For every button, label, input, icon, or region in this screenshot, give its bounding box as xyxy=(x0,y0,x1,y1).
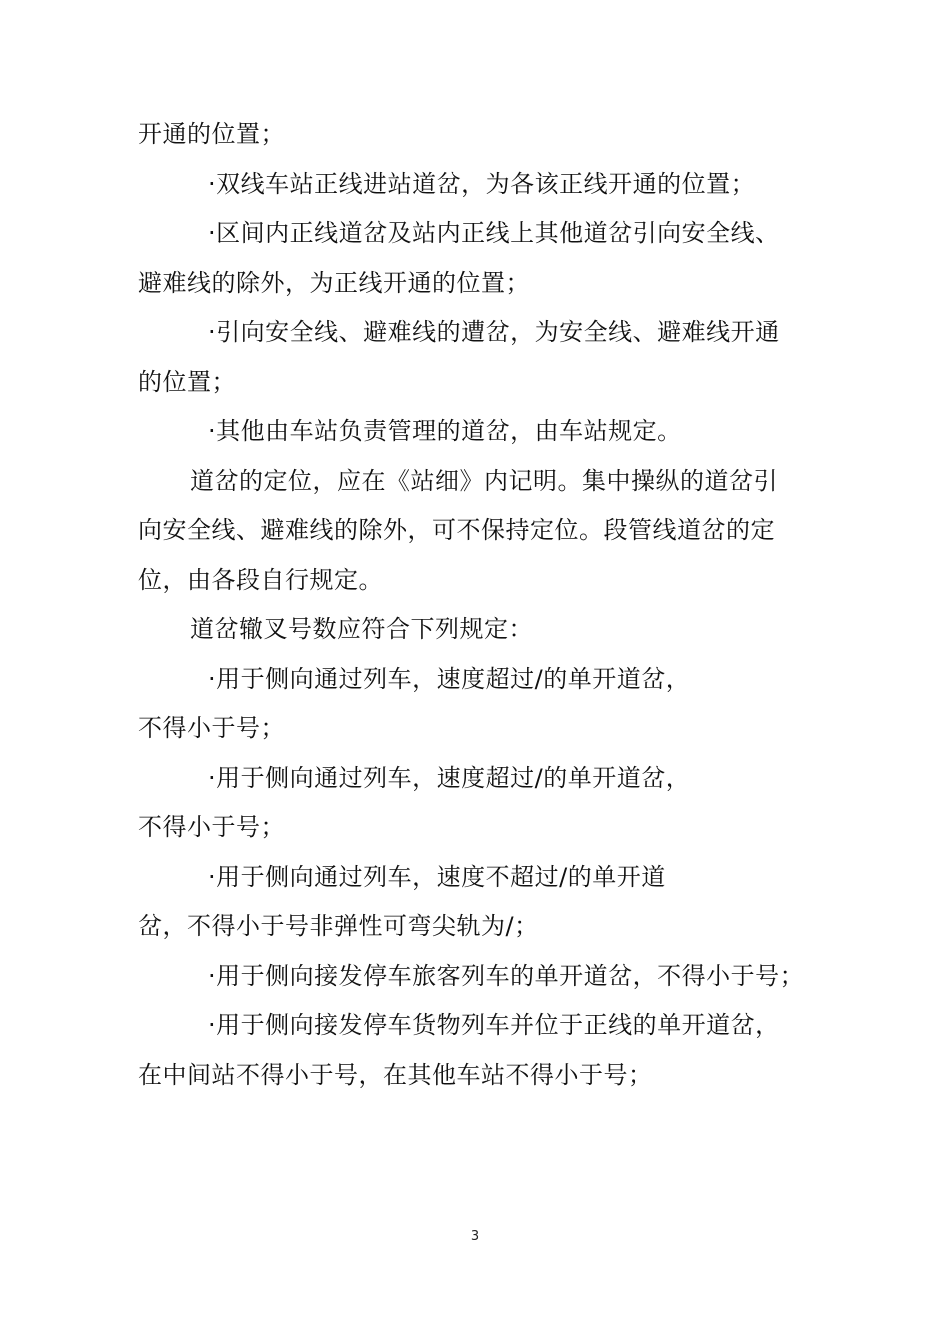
text-line: 的位置； xyxy=(138,367,236,396)
text-line: 岔，不得小于号非弹性可弯尖轨为/； xyxy=(138,912,539,940)
text-line: 不得小于号； xyxy=(138,813,285,841)
bullet-line: ·用于侧向通过列车，速度超过/的单开道岔， xyxy=(208,763,691,792)
text-line: 在中间站不得小于号，在其他车站不得小于号； xyxy=(138,1060,653,1089)
document-body xyxy=(138,110,828,1100)
bullet-line: ·其他由车站负责管理的道岔，由车站规定。 xyxy=(208,417,682,445)
text-line: 开通的位置； xyxy=(138,120,285,148)
text-line: 位，由各段自行规定。 xyxy=(138,565,383,594)
paragraph-line: 道岔的定位，应在《站细》内记明。集中操纵的道岔引 xyxy=(190,466,778,495)
bullet-line: ·双线车站正线进站道岔，为各该正线开通的位置； xyxy=(208,169,756,198)
bullet-line: ·用于侧向接发停车货物列车并位于正线的单开道岔， xyxy=(208,1011,780,1039)
bullet-line: ·引向安全线、避难线的遭岔，为安全线、避难线开通 xyxy=(208,318,780,346)
text-line: 不得小于号； xyxy=(138,714,285,742)
bullet-line: ·用于侧向接发停车旅客列车的单开道岔，不得小于号； xyxy=(208,961,805,990)
text-line: 向安全线、避难线的除外，可不保持定位。段管线道岔的定 xyxy=(138,516,775,544)
bullet-line: ·用于侧向通过列车，速度超过/的单开道岔， xyxy=(208,664,691,693)
paragraph-line: 道岔辙叉号数应符合下列规定： xyxy=(190,615,533,643)
text-line: 避难线的除外，为正线开通的位置； xyxy=(138,268,530,297)
bullet-line: ·用于侧向通过列车，速度不超过/的单开道 xyxy=(208,862,666,891)
bullet-line: ·区间内正线道岔及站内正线上其他道岔引向安全线、 xyxy=(208,219,780,247)
page-number: 3 xyxy=(470,1229,480,1244)
